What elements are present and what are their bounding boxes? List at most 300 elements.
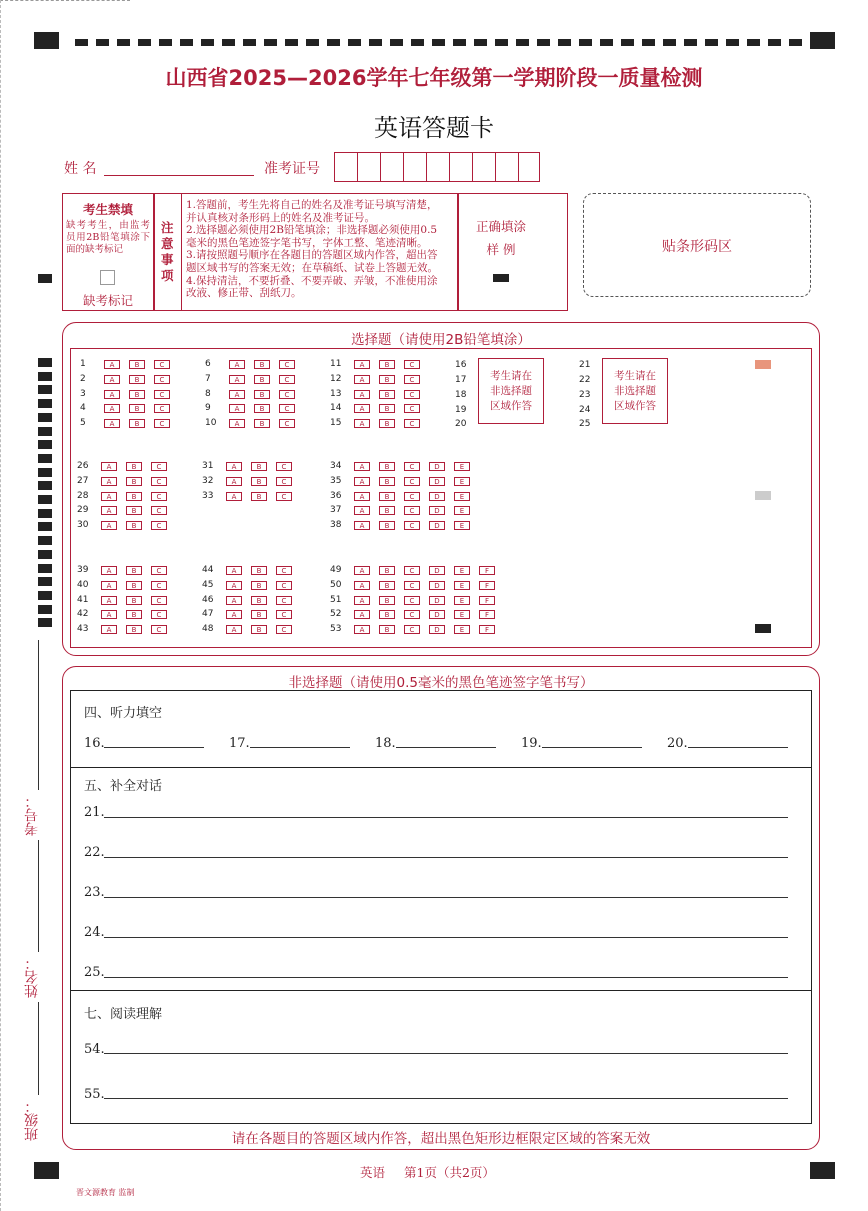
answer-bubble-27-b[interactable]: B	[126, 477, 142, 486]
question-number: 35	[330, 475, 342, 486]
answer-bubble-15-b[interactable]: B	[379, 419, 395, 428]
side-timing-block	[38, 591, 52, 600]
answer-bubble-38-d[interactable]: D	[429, 521, 445, 530]
marker-gray	[755, 491, 771, 500]
answer-bubble-1-c[interactable]: C	[154, 360, 170, 369]
answer-bubble-26-a[interactable]: A	[101, 462, 117, 471]
answer-bubble-35-a[interactable]: A	[354, 477, 370, 486]
answer-line-25[interactable]	[104, 977, 788, 978]
question-number: 30	[77, 520, 89, 531]
side-timing-block	[38, 372, 52, 381]
timing-mark-bottom-left	[34, 1162, 59, 1179]
notice-line-8: 改液、修正带、刮纸刀。	[186, 287, 302, 300]
notice-divider	[181, 193, 182, 311]
name-label: 姓 名	[64, 161, 97, 177]
side-timing-block	[38, 358, 52, 367]
answer-bubble-14-c[interactable]: C	[404, 404, 420, 413]
answer-bubble-51-a[interactable]: A	[354, 596, 370, 605]
answer-bubble-27-c[interactable]: C	[151, 477, 167, 486]
notice-line-4: 毫米的黑色笔迹签字笔书写，字体工整、笔迹清晰。	[186, 236, 428, 249]
answer-bubble-26-c[interactable]: C	[151, 462, 167, 471]
side-timing-block	[38, 522, 52, 531]
answer-bubble-36-b[interactable]: B	[379, 492, 395, 501]
answer-bubble-53-f[interactable]: F	[479, 625, 495, 634]
answer-bubble-51-b[interactable]: B	[379, 596, 395, 605]
answer-bubble-53-a[interactable]: A	[354, 625, 370, 634]
marker-orange	[755, 360, 771, 369]
stub-box-2	[602, 358, 668, 424]
answer-bubble-49-d[interactable]: D	[429, 566, 445, 575]
question-number: 29	[77, 505, 89, 516]
answer-bubble-35-d[interactable]: D	[429, 477, 445, 486]
answer-bubble-29-a[interactable]: A	[101, 506, 117, 515]
side-line	[38, 640, 39, 1130]
answer-bubble-7-c[interactable]: C	[279, 375, 295, 384]
answer-bubble-38-a[interactable]: A	[354, 521, 370, 530]
answer-bubble-37-b[interactable]: B	[379, 506, 395, 515]
answer-bubble-43-c[interactable]: C	[151, 625, 167, 634]
answer-bubble-8-a[interactable]: A	[229, 390, 245, 399]
notice-line-5: 3.请按照题号顺序在各题目的答题区域内作答，超出答	[186, 249, 438, 262]
answer-line-55[interactable]	[104, 1098, 788, 1099]
answer-bubble-50-e[interactable]: E	[454, 581, 470, 590]
section7-title: 七、阅读理解	[84, 1007, 163, 1022]
stub-num: 16	[455, 360, 467, 370]
answer-bubble-46-c[interactable]: C	[276, 596, 292, 605]
absent-mark-label: 缺考标记	[82, 293, 133, 308]
answer-bubble-32-b[interactable]: B	[251, 477, 267, 486]
answer-bubble-2-c[interactable]: C	[154, 375, 170, 384]
answer-bubble-42-b[interactable]: B	[126, 610, 142, 619]
answer-bubble-39-a[interactable]: A	[101, 566, 117, 575]
section4-title: 四、听力填空	[84, 706, 163, 721]
answer-bubble-53-b[interactable]: B	[379, 625, 395, 634]
answer-bubble-29-c[interactable]: C	[151, 506, 167, 515]
answer-bubble-5-a[interactable]: A	[104, 419, 120, 428]
exam-id-grid[interactable]	[334, 152, 540, 182]
answer-bubble-28-c[interactable]: C	[151, 492, 167, 501]
answer-bubble-37-e[interactable]: E	[454, 506, 470, 515]
answer-bubble-11-b[interactable]: B	[379, 360, 395, 369]
answer-bubble-43-a[interactable]: A	[101, 625, 117, 634]
answer-bubble-15-c[interactable]: C	[404, 419, 420, 428]
answer-bubble-44-a[interactable]: A	[226, 566, 242, 575]
answer-bubble-13-a[interactable]: A	[354, 390, 370, 399]
side-label-name: 姓名：	[22, 952, 42, 1002]
question-number: 32	[202, 475, 214, 486]
timing-mark-bottom-right	[810, 1162, 835, 1179]
question-number: 3	[80, 388, 86, 399]
answer-bubble-13-c[interactable]: C	[404, 390, 420, 399]
answer-bubble-52-c[interactable]: C	[404, 610, 420, 619]
reading-num-54: 54.	[84, 1042, 105, 1057]
exam-id-label: 准考证号	[264, 161, 320, 177]
answer-bubble-1-a[interactable]: A	[104, 360, 120, 369]
answer-bubble-53-d[interactable]: D	[429, 625, 445, 634]
side-timing-block	[38, 536, 52, 545]
answer-bubble-4-b[interactable]: B	[129, 404, 145, 413]
answer-bubble-48-a[interactable]: A	[226, 625, 242, 634]
question-number: 15	[330, 418, 342, 429]
answer-bubble-5-c[interactable]: C	[154, 419, 170, 428]
answer-bubble-34-a[interactable]: A	[354, 462, 370, 471]
question-number: 28	[77, 490, 89, 501]
question-number: 11	[330, 359, 342, 369]
stub-num: 18	[455, 390, 467, 400]
answer-bubble-46-a[interactable]: A	[226, 596, 242, 605]
answer-bubble-4-a[interactable]: A	[104, 404, 120, 413]
page-subtitle: 英语答题卡	[374, 114, 494, 142]
side-timing-block	[38, 577, 52, 586]
answer-bubble-40-a[interactable]: A	[101, 581, 117, 590]
answer-bubble-8-c[interactable]: C	[279, 390, 295, 399]
answer-bubble-5-b[interactable]: B	[129, 419, 145, 428]
answer-bubble-37-a[interactable]: A	[354, 506, 370, 515]
dialog-num-22: 22.	[84, 845, 105, 860]
answer-bubble-52-b[interactable]: B	[379, 610, 395, 619]
answer-bubble-6-a[interactable]: A	[229, 360, 245, 369]
answer-bubble-45-a[interactable]: A	[226, 581, 242, 590]
name-field[interactable]	[104, 175, 254, 176]
answer-bubble-34-d[interactable]: D	[429, 462, 445, 471]
question-number: 27	[77, 475, 89, 486]
answer-bubble-43-b[interactable]: B	[126, 625, 142, 634]
stub-num: 19	[455, 405, 467, 415]
question-number: 8	[205, 388, 211, 399]
answer-bubble-48-b[interactable]: B	[251, 625, 267, 634]
answer-bubble-51-c[interactable]: C	[404, 596, 420, 605]
notice-line-3: 2.选择题必须使用2B铅笔填涂；非选择题必须使用0.5	[186, 224, 438, 237]
side-timing-block	[38, 550, 52, 559]
answer-bubble-34-e[interactable]: E	[454, 462, 470, 471]
question-number: 52	[330, 609, 342, 620]
answer-bubble-10-a[interactable]: A	[229, 419, 245, 428]
answer-bubble-34-c[interactable]: C	[404, 462, 420, 471]
stub-num: 23	[579, 390, 591, 400]
answer-bubble-36-a[interactable]: A	[354, 492, 370, 501]
answer-bubble-47-c[interactable]: C	[276, 610, 292, 619]
answer-bubble-14-b[interactable]: B	[379, 404, 395, 413]
cut-line	[0, 0, 130, 1]
footer-subject: 英语	[360, 1165, 386, 1180]
notice-line-2: 并认真核对条形码上的姓名及准考证号。	[186, 211, 375, 224]
answer-bubble-27-a[interactable]: A	[101, 477, 117, 486]
answer-bubble-39-b[interactable]: B	[126, 566, 142, 575]
question-number: 13	[330, 388, 342, 399]
answer-bubble-49-c[interactable]: C	[404, 566, 420, 575]
page-title: 山西省2025—2026学年七年级第一学期阶段一质量检测	[165, 66, 703, 90]
answer-bubble-6-b[interactable]: B	[254, 360, 270, 369]
side-timing-block	[38, 495, 52, 504]
question-number: 43	[77, 624, 89, 635]
timing-mark-left-mid	[38, 274, 52, 283]
answer-bubble-50-c[interactable]: C	[404, 581, 420, 590]
answer-bubble-37-c[interactable]: C	[404, 506, 420, 515]
answer-bubble-45-c[interactable]: C	[276, 581, 292, 590]
answer-bubble-8-b[interactable]: B	[254, 390, 270, 399]
side-label-kaohao: 考号：	[22, 790, 42, 840]
answer-bubble-9-a[interactable]: A	[229, 404, 245, 413]
answer-bubble-31-a[interactable]: A	[226, 462, 242, 471]
question-number: 38	[330, 520, 342, 531]
answer-bubble-10-b[interactable]: B	[254, 419, 270, 428]
question-number: 36	[330, 490, 342, 501]
answer-bubble-9-b[interactable]: B	[254, 404, 270, 413]
question-number: 45	[202, 579, 214, 590]
dialog-num-23: 23.	[84, 885, 105, 900]
stub-line: 非选择题	[490, 385, 532, 397]
notice-line-1: 1.答题前，考生先将自己的姓名及准考证号填写清楚，	[186, 199, 438, 211]
side-timing-block	[38, 618, 52, 627]
question-number: 53	[330, 624, 342, 635]
stub-line: 区域作答	[614, 400, 656, 412]
question-number: 37	[330, 505, 342, 516]
question-number: 39	[77, 565, 89, 575]
answer-bubble-29-b[interactable]: B	[126, 506, 142, 515]
answer-bubble-31-c[interactable]: C	[276, 462, 292, 471]
stub-line: 考生请在	[614, 370, 656, 382]
divider	[70, 990, 812, 991]
answer-bubble-50-b[interactable]: B	[379, 581, 395, 590]
answer-bubble-32-c[interactable]: C	[276, 477, 292, 486]
stub-line: 考生请在	[490, 370, 532, 382]
answer-bubble-1-b[interactable]: B	[129, 360, 145, 369]
answer-bubble-40-b[interactable]: B	[126, 581, 142, 590]
stub-num: 24	[579, 405, 591, 415]
question-number: 40	[77, 579, 89, 590]
absent-mark-checkbox[interactable]	[100, 270, 115, 285]
answer-bubble-3-c[interactable]: C	[154, 390, 170, 399]
answer-bubble-30-b[interactable]: B	[126, 521, 142, 530]
answer-bubble-36-d[interactable]: D	[429, 492, 445, 501]
answer-bubble-35-e[interactable]: E	[454, 477, 470, 486]
question-number: 33	[202, 490, 214, 501]
answer-bubble-32-a[interactable]: A	[226, 477, 242, 486]
answer-bubble-35-c[interactable]: C	[404, 477, 420, 486]
answer-bubble-2-b[interactable]: B	[129, 375, 145, 384]
answer-line-19[interactable]	[542, 747, 642, 748]
answer-bubble-49-f[interactable]: F	[479, 566, 495, 575]
question-number: 42	[77, 609, 89, 620]
side-timing-block	[38, 564, 52, 573]
answer-bubble-51-d[interactable]: D	[429, 596, 445, 605]
reading-num-55: 55.	[84, 1087, 105, 1102]
listening-num-17: 17.	[229, 736, 250, 751]
timing-mark-top-right	[810, 32, 835, 49]
answer-bubble-34-b[interactable]: B	[379, 462, 395, 471]
question-number: 48	[202, 624, 214, 635]
answer-bubble-50-a[interactable]: A	[354, 581, 370, 590]
stub-num: 25	[579, 419, 591, 429]
question-number: 10	[205, 418, 217, 429]
answer-bubble-33-a[interactable]: A	[226, 492, 242, 501]
answer-bubble-42-a[interactable]: A	[101, 610, 117, 619]
answer-bubble-14-a[interactable]: A	[354, 404, 370, 413]
answer-bubble-30-c[interactable]: C	[151, 521, 167, 530]
answer-bubble-12-b[interactable]: B	[379, 375, 395, 384]
question-number: 34	[330, 461, 342, 471]
answer-bubble-38-e[interactable]: E	[454, 521, 470, 530]
side-timing-block	[38, 413, 52, 422]
answer-bubble-12-a[interactable]: A	[354, 375, 370, 384]
side-timing-block	[38, 605, 52, 614]
footer-warning: 请在各题目的答题区域内作答，超出黑色矩形边框限定区域的答案无效	[231, 1131, 651, 1147]
dialog-num-25: 25.	[84, 965, 105, 980]
listening-num-19: 19.	[521, 736, 542, 751]
answer-bubble-41-a[interactable]: A	[101, 596, 117, 605]
answer-bubble-36-e[interactable]: E	[454, 492, 470, 501]
question-number: 1	[80, 359, 86, 369]
answer-bubble-15-a[interactable]: A	[354, 419, 370, 428]
answer-bubble-10-c[interactable]: C	[279, 419, 295, 428]
sample-filled-bubble	[493, 274, 509, 282]
divider	[70, 767, 812, 768]
answer-bubble-44-b[interactable]: B	[251, 566, 267, 575]
answer-bubble-47-a[interactable]: A	[226, 610, 242, 619]
listening-num-16: 16.	[84, 736, 105, 751]
answer-line-24[interactable]	[104, 937, 788, 938]
stub-num: 20	[455, 419, 467, 429]
answer-bubble-51-e[interactable]: E	[454, 596, 470, 605]
stub-line: 区域作答	[490, 400, 532, 412]
nonchoice-title: 非选择题（请使用0.5毫米的黑色笔迹签字笔书写）	[288, 675, 594, 691]
answer-bubble-52-e[interactable]: E	[454, 610, 470, 619]
answer-bubble-53-c[interactable]: C	[404, 625, 420, 634]
dialog-num-24: 24.	[84, 925, 105, 940]
answer-bubble-41-b[interactable]: B	[126, 596, 142, 605]
sample-title: 正确填涂	[475, 219, 526, 234]
answer-line-17[interactable]	[250, 747, 350, 748]
answer-bubble-33-c[interactable]: C	[276, 492, 292, 501]
side-timing-block	[38, 481, 52, 490]
answer-bubble-13-b[interactable]: B	[379, 390, 395, 399]
answer-bubble-31-b[interactable]: B	[251, 462, 267, 471]
answer-line-18[interactable]	[396, 747, 496, 748]
notice-line-7: 4.保持清洁，不要折叠、不要弄破、弄皱，不准使用涂	[186, 274, 438, 287]
answer-bubble-7-b[interactable]: B	[254, 375, 270, 384]
answer-bubble-28-a[interactable]: A	[101, 492, 117, 501]
answer-bubble-33-b[interactable]: B	[251, 492, 267, 501]
answer-line-21[interactable]	[104, 817, 788, 818]
answer-bubble-26-b[interactable]: B	[126, 462, 142, 471]
answer-bubble-51-f[interactable]: F	[479, 596, 495, 605]
answer-bubble-45-b[interactable]: B	[251, 581, 267, 590]
answer-line-22[interactable]	[104, 857, 788, 858]
answer-bubble-39-c[interactable]: C	[151, 566, 167, 575]
answer-line-20[interactable]	[688, 747, 788, 748]
timing-strip-top	[75, 39, 805, 46]
stub-num: 17	[455, 375, 467, 385]
side-timing-block	[38, 440, 52, 449]
answer-bubble-30-a[interactable]: A	[101, 521, 117, 530]
answer-bubble-52-d[interactable]: D	[429, 610, 445, 619]
side-timing-block	[38, 454, 52, 463]
answer-bubble-49-e[interactable]: E	[454, 566, 470, 575]
answer-bubble-53-e[interactable]: E	[454, 625, 470, 634]
sample-subtitle: 样 例	[486, 242, 516, 257]
footer-page: 第1页（共2页）	[404, 1165, 495, 1180]
answer-bubble-7-a[interactable]: A	[229, 375, 245, 384]
answer-bubble-49-a[interactable]: A	[354, 566, 370, 575]
question-number: 4	[80, 403, 86, 414]
answer-bubble-28-b[interactable]: B	[126, 492, 142, 501]
notice-line-6: 题区域书写的答案无效；在草稿纸、试卷上答题无效。	[186, 262, 438, 274]
question-number: 7	[205, 373, 211, 384]
answer-bubble-35-b[interactable]: B	[379, 477, 395, 486]
answer-line-16[interactable]	[104, 747, 204, 748]
question-number: 49	[330, 565, 342, 575]
answer-bubble-11-a[interactable]: A	[354, 360, 370, 369]
answer-bubble-3-a[interactable]: A	[104, 390, 120, 399]
footer-maker: 晋文源教育 监制	[76, 1188, 135, 1197]
stub-num: 21	[579, 360, 591, 370]
question-number: 51	[330, 594, 342, 605]
answer-bubble-6-c[interactable]: C	[279, 360, 295, 369]
answer-bubble-50-d[interactable]: D	[429, 581, 445, 590]
listening-num-18: 18.	[375, 736, 396, 751]
side-timing-block	[38, 385, 52, 394]
answer-bubble-37-d[interactable]: D	[429, 506, 445, 515]
question-number: 14	[330, 403, 342, 414]
answer-line-23[interactable]	[104, 897, 788, 898]
question-number: 41	[77, 594, 89, 605]
answer-bubble-52-a[interactable]: A	[354, 610, 370, 619]
answer-bubble-36-c[interactable]: C	[404, 492, 420, 501]
stub-box-1	[478, 358, 544, 424]
absent-box-text: 缺考考生，由监考员用2B铅笔填涂下面的缺考标记	[66, 220, 150, 255]
dialog-num-21: 21.	[84, 805, 105, 820]
question-number: 6	[205, 359, 211, 369]
answer-bubble-46-b[interactable]: B	[251, 596, 267, 605]
question-number: 50	[330, 579, 342, 590]
answer-bubble-9-c[interactable]: C	[279, 404, 295, 413]
answer-bubble-4-c[interactable]: C	[154, 404, 170, 413]
answer-bubble-11-c[interactable]: C	[404, 360, 420, 369]
question-number: 2	[80, 373, 86, 384]
answer-bubble-38-b[interactable]: B	[379, 521, 395, 530]
answer-bubble-41-c[interactable]: C	[151, 596, 167, 605]
answer-bubble-40-c[interactable]: C	[151, 581, 167, 590]
answer-line-54[interactable]	[104, 1053, 788, 1054]
answer-bubble-2-a[interactable]: A	[104, 375, 120, 384]
answer-bubble-52-f[interactable]: F	[479, 610, 495, 619]
side-timing-block	[38, 427, 52, 436]
side-timing-block	[38, 468, 52, 477]
answer-bubble-48-c[interactable]: C	[276, 625, 292, 634]
choice-title: 选择题（请使用2B铅笔填涂）	[351, 332, 531, 348]
absent-box-title: 考生禁填	[82, 202, 133, 217]
question-number: 26	[77, 461, 89, 471]
question-number: 12	[330, 373, 342, 384]
answer-bubble-12-c[interactable]: C	[404, 375, 420, 384]
barcode-label: 贴条形码区	[662, 239, 732, 255]
answer-bubble-44-c[interactable]: C	[276, 566, 292, 575]
answer-bubble-50-f[interactable]: F	[479, 581, 495, 590]
cut-line-vertical	[0, 0, 1, 1211]
answer-bubble-42-c[interactable]: C	[151, 610, 167, 619]
question-number: 31	[202, 461, 214, 471]
side-timing-block	[38, 509, 52, 518]
answer-bubble-3-b[interactable]: B	[129, 390, 145, 399]
stub-line: 非选择题	[614, 385, 656, 397]
answer-bubble-47-b[interactable]: B	[251, 610, 267, 619]
stub-num: 22	[579, 375, 591, 385]
question-number: 5	[80, 418, 86, 429]
question-number: 47	[202, 609, 214, 620]
answer-bubble-49-b[interactable]: B	[379, 566, 395, 575]
marker-black	[755, 624, 771, 633]
answer-bubble-38-c[interactable]: C	[404, 521, 420, 530]
